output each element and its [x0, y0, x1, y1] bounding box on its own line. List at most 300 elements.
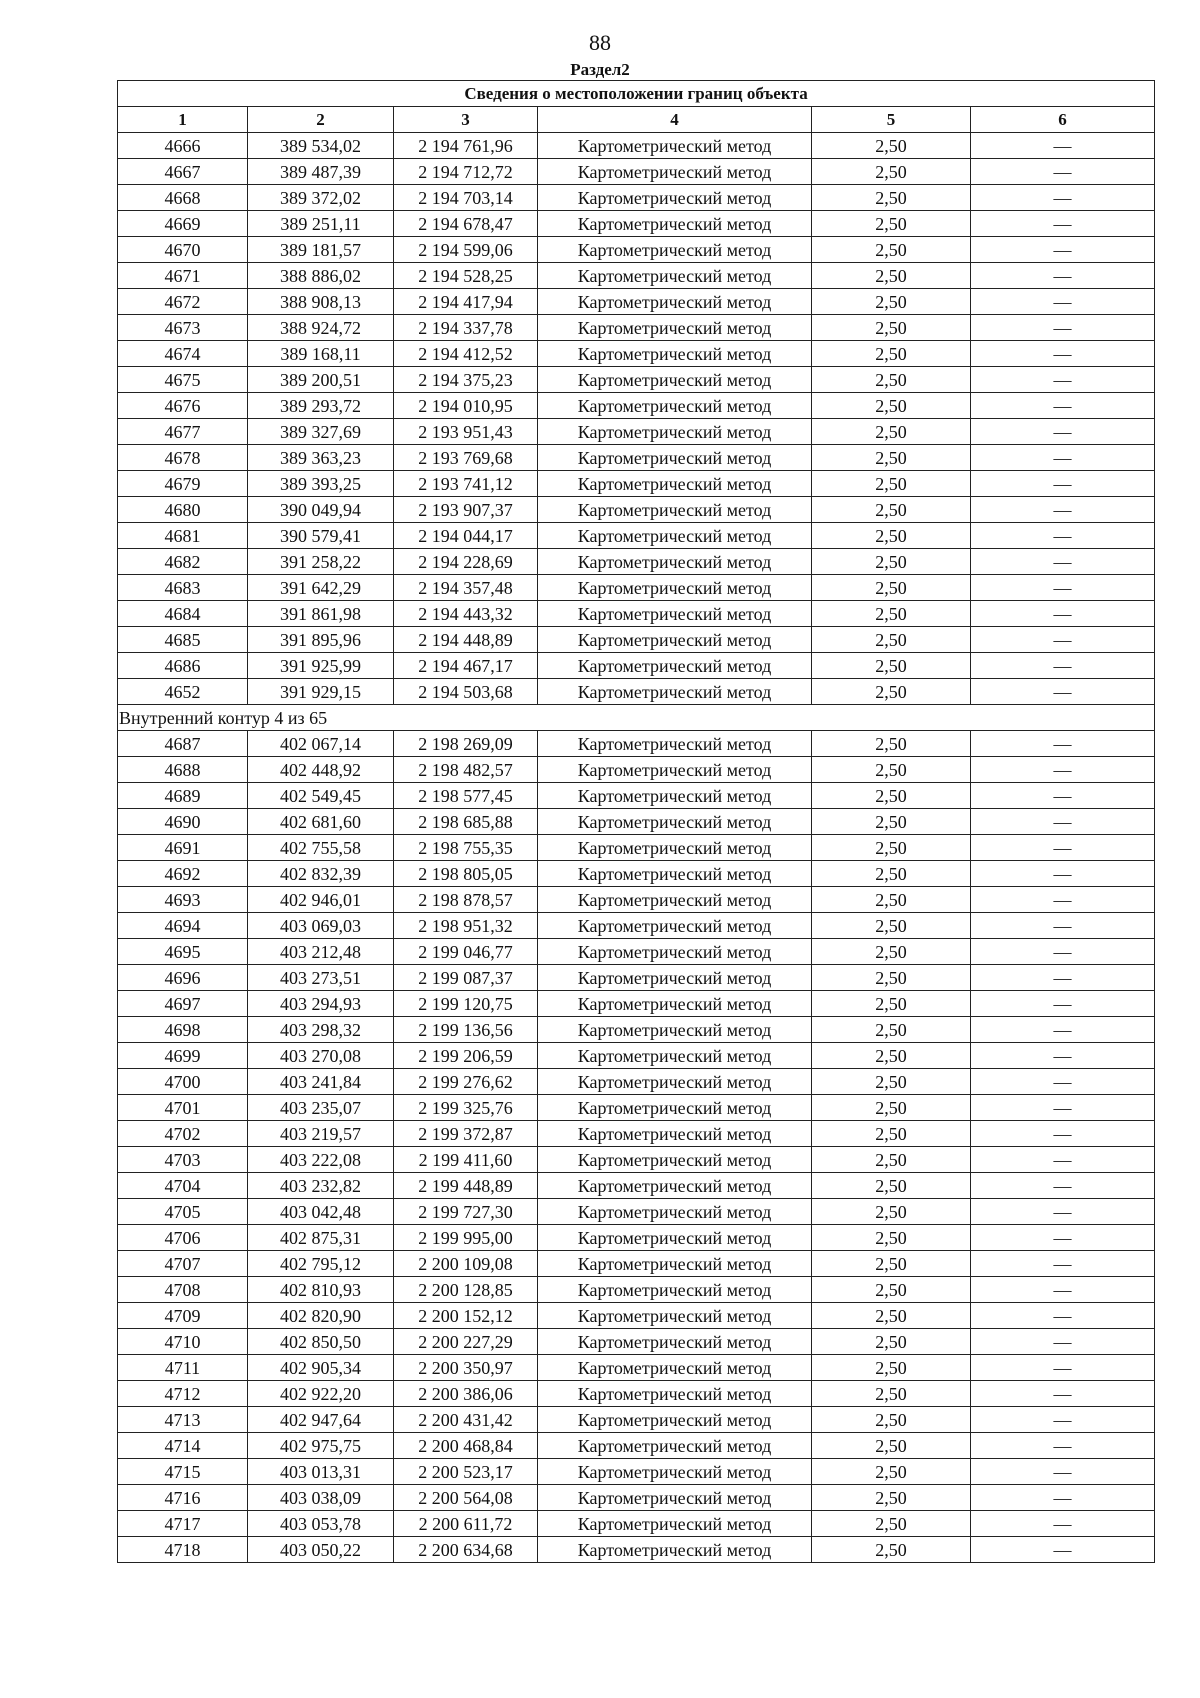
method-cell: Картометрический метод — [538, 211, 812, 237]
accuracy-cell: 2,50 — [812, 445, 971, 471]
table-row — [118, 601, 1155, 627]
description-cell: — — [971, 1017, 1155, 1043]
accuracy-cell: 2,50 — [812, 1329, 971, 1355]
accuracy-cell: 2,50 — [812, 1251, 971, 1277]
accuracy-cell: 2,50 — [812, 1017, 971, 1043]
accuracy-cell: 2,50 — [812, 1173, 971, 1199]
method-cell: Картометрический метод — [538, 1173, 812, 1199]
accuracy-cell: 2,50 — [812, 1095, 971, 1121]
method-cell: Картометрический метод — [538, 783, 812, 809]
point-number-cell: 4690 — [118, 809, 248, 835]
method-cell: Картометрический метод — [538, 913, 812, 939]
description-cell: — — [971, 1173, 1155, 1199]
accuracy-cell: 2,50 — [812, 1121, 971, 1147]
column-number: 4 — [538, 107, 812, 133]
description-cell: — — [971, 861, 1155, 887]
description-cell: — — [971, 1511, 1155, 1537]
description-cell: — — [971, 653, 1155, 679]
y-coordinate-cell: 2 199 325,76 — [394, 1095, 538, 1121]
x-coordinate-cell: 402 820,90 — [248, 1303, 394, 1329]
description-cell: — — [971, 471, 1155, 497]
x-coordinate-cell: 402 947,64 — [248, 1407, 394, 1433]
table-row — [118, 835, 1155, 861]
x-coordinate-cell: 390 579,41 — [248, 523, 394, 549]
page-number: 88 — [589, 30, 611, 55]
x-coordinate-cell: 389 293,72 — [248, 393, 394, 419]
point-number-cell: 4675 — [118, 367, 248, 393]
table-row — [118, 393, 1155, 419]
y-coordinate-cell: 2 200 350,97 — [394, 1355, 538, 1381]
x-coordinate-cell: 391 895,96 — [248, 627, 394, 653]
description-cell: — — [971, 341, 1155, 367]
point-number-cell: 4672 — [118, 289, 248, 315]
y-coordinate-cell: 2 198 482,57 — [394, 757, 538, 783]
point-number-cell: 4698 — [118, 1017, 248, 1043]
y-coordinate-cell: 2 200 634,68 — [394, 1537, 538, 1563]
accuracy-cell: 2,50 — [812, 367, 971, 393]
point-number-cell: 4702 — [118, 1121, 248, 1147]
method-cell: Картометрический метод — [538, 653, 812, 679]
accuracy-cell: 2,50 — [812, 237, 971, 263]
y-coordinate-cell: 2 194 761,96 — [394, 133, 538, 159]
point-number-cell: 4703 — [118, 1147, 248, 1173]
accuracy-cell: 2,50 — [812, 1355, 971, 1381]
description-cell: — — [971, 679, 1155, 705]
x-coordinate-cell: 402 795,12 — [248, 1251, 394, 1277]
point-number-cell: 4686 — [118, 653, 248, 679]
accuracy-cell: 2,50 — [812, 497, 971, 523]
x-coordinate-cell: 402 905,34 — [248, 1355, 394, 1381]
method-cell: Картометрический метод — [538, 965, 812, 991]
description-cell: — — [971, 159, 1155, 185]
method-cell: Картометрический метод — [538, 1511, 812, 1537]
point-number-cell: 4704 — [118, 1173, 248, 1199]
description-cell: — — [971, 1381, 1155, 1407]
y-coordinate-cell: 2 193 907,37 — [394, 497, 538, 523]
table-row — [118, 627, 1155, 653]
point-number-cell: 4699 — [118, 1043, 248, 1069]
method-cell: Картометрический метод — [538, 185, 812, 211]
description-cell: — — [971, 549, 1155, 575]
x-coordinate-cell: 389 534,02 — [248, 133, 394, 159]
y-coordinate-cell: 2 199 046,77 — [394, 939, 538, 965]
table-row — [118, 861, 1155, 887]
method-cell: Картометрический метод — [538, 1147, 812, 1173]
accuracy-cell: 2,50 — [812, 731, 971, 757]
point-number-cell: 4652 — [118, 679, 248, 705]
table-row — [118, 913, 1155, 939]
point-number-cell: 4718 — [118, 1537, 248, 1563]
point-number-cell: 4714 — [118, 1433, 248, 1459]
point-number-cell: 4693 — [118, 887, 248, 913]
point-number-cell: 4713 — [118, 1407, 248, 1433]
description-cell: — — [971, 1069, 1155, 1095]
description-cell: — — [971, 1459, 1155, 1485]
description-cell: — — [971, 835, 1155, 861]
x-coordinate-cell: 391 929,15 — [248, 679, 394, 705]
method-cell: Картометрический метод — [538, 419, 812, 445]
x-coordinate-cell: 402 922,20 — [248, 1381, 394, 1407]
description-cell: — — [971, 445, 1155, 471]
accuracy-cell: 2,50 — [812, 1459, 971, 1485]
table-row — [118, 939, 1155, 965]
method-cell: Картометрический метод — [538, 679, 812, 705]
accuracy-cell: 2,50 — [812, 1407, 971, 1433]
method-cell: Картометрический метод — [538, 1017, 812, 1043]
table-row — [118, 549, 1155, 575]
point-number-cell: 4687 — [118, 731, 248, 757]
description-cell: — — [971, 1277, 1155, 1303]
table-row — [118, 1225, 1155, 1251]
y-coordinate-cell: 2 194 337,78 — [394, 315, 538, 341]
description-cell: — — [971, 263, 1155, 289]
method-cell: Картометрический метод — [538, 809, 812, 835]
x-coordinate-cell: 403 042,48 — [248, 1199, 394, 1225]
accuracy-cell: 2,50 — [812, 1433, 971, 1459]
description-cell: — — [971, 991, 1155, 1017]
table-row — [118, 653, 1155, 679]
x-coordinate-cell: 388 908,13 — [248, 289, 394, 315]
accuracy-cell: 2,50 — [812, 887, 971, 913]
table-row — [118, 783, 1155, 809]
y-coordinate-cell: 2 194 528,25 — [394, 263, 538, 289]
table-row — [118, 1381, 1155, 1407]
x-coordinate-cell: 388 886,02 — [248, 263, 394, 289]
table-row — [118, 341, 1155, 367]
method-cell: Картометрический метод — [538, 1277, 812, 1303]
point-number-cell: 4685 — [118, 627, 248, 653]
x-coordinate-cell: 402 832,39 — [248, 861, 394, 887]
description-cell: — — [971, 1251, 1155, 1277]
table-row — [118, 367, 1155, 393]
x-coordinate-cell: 391 258,22 — [248, 549, 394, 575]
method-cell: Картометрический метод — [538, 1121, 812, 1147]
y-coordinate-cell: 2 194 712,72 — [394, 159, 538, 185]
point-number-cell: 4694 — [118, 913, 248, 939]
description-cell: — — [971, 1485, 1155, 1511]
y-coordinate-cell: 2 193 769,68 — [394, 445, 538, 471]
y-coordinate-cell: 2 199 276,62 — [394, 1069, 538, 1095]
x-coordinate-cell: 390 049,94 — [248, 497, 394, 523]
column-number: 5 — [812, 107, 971, 133]
point-number-cell: 4706 — [118, 1225, 248, 1251]
x-coordinate-cell: 402 755,58 — [248, 835, 394, 861]
x-coordinate-cell: 403 053,78 — [248, 1511, 394, 1537]
y-coordinate-cell: 2 198 269,09 — [394, 731, 538, 757]
accuracy-cell: 2,50 — [812, 1303, 971, 1329]
x-coordinate-cell: 389 181,57 — [248, 237, 394, 263]
accuracy-cell: 2,50 — [812, 393, 971, 419]
table-row — [118, 159, 1155, 185]
point-number-cell: 4692 — [118, 861, 248, 887]
point-number-cell: 4666 — [118, 133, 248, 159]
table-row — [118, 1069, 1155, 1095]
x-coordinate-cell: 389 251,11 — [248, 211, 394, 237]
table-row — [118, 1485, 1155, 1511]
table-row — [118, 575, 1155, 601]
method-cell: Картометрический метод — [538, 861, 812, 887]
description-cell: — — [971, 1407, 1155, 1433]
table-title-row — [118, 81, 1155, 107]
point-number-cell: 4676 — [118, 393, 248, 419]
method-cell: Картометрический метод — [538, 1069, 812, 1095]
x-coordinate-cell: 389 200,51 — [248, 367, 394, 393]
accuracy-cell: 2,50 — [812, 1485, 971, 1511]
description-cell: — — [971, 133, 1155, 159]
point-number-cell: 4710 — [118, 1329, 248, 1355]
description-cell: — — [971, 809, 1155, 835]
table-row — [118, 1147, 1155, 1173]
table-row — [118, 419, 1155, 445]
point-number-cell: 4715 — [118, 1459, 248, 1485]
method-cell: Картометрический метод — [538, 601, 812, 627]
accuracy-cell: 2,50 — [812, 965, 971, 991]
accuracy-cell: 2,50 — [812, 913, 971, 939]
description-cell: — — [971, 1043, 1155, 1069]
y-coordinate-cell: 2 194 044,17 — [394, 523, 538, 549]
point-number-cell: 4683 — [118, 575, 248, 601]
point-number-cell: 4667 — [118, 159, 248, 185]
method-cell: Картометрический метод — [538, 471, 812, 497]
y-coordinate-cell: 2 194 375,23 — [394, 367, 538, 393]
method-cell: Картометрический метод — [538, 133, 812, 159]
point-number-cell: 4682 — [118, 549, 248, 575]
method-cell: Картометрический метод — [538, 835, 812, 861]
y-coordinate-cell: 2 199 206,59 — [394, 1043, 538, 1069]
accuracy-cell: 2,50 — [812, 263, 971, 289]
table-row — [118, 289, 1155, 315]
method-cell: Картометрический метод — [538, 1303, 812, 1329]
accuracy-cell: 2,50 — [812, 471, 971, 497]
accuracy-cell: 2,50 — [812, 1381, 971, 1407]
description-cell: — — [971, 289, 1155, 315]
table-row — [118, 1407, 1155, 1433]
point-number-cell: 4670 — [118, 237, 248, 263]
x-coordinate-cell: 402 448,92 — [248, 757, 394, 783]
description-cell: — — [971, 211, 1155, 237]
point-number-cell: 4709 — [118, 1303, 248, 1329]
x-coordinate-cell: 402 681,60 — [248, 809, 394, 835]
point-number-cell: 4700 — [118, 1069, 248, 1095]
method-cell: Картометрический метод — [538, 445, 812, 471]
description-cell: — — [971, 913, 1155, 939]
description-cell: — — [971, 757, 1155, 783]
description-cell: — — [971, 939, 1155, 965]
accuracy-cell: 2,50 — [812, 601, 971, 627]
y-coordinate-cell: 2 194 503,68 — [394, 679, 538, 705]
y-coordinate-cell: 2 198 805,05 — [394, 861, 538, 887]
point-number-cell: 4668 — [118, 185, 248, 211]
description-cell: — — [971, 1433, 1155, 1459]
x-coordinate-cell: 391 861,98 — [248, 601, 394, 627]
table-row — [118, 809, 1155, 835]
boundary-table — [117, 80, 1155, 1563]
x-coordinate-cell: 402 549,45 — [248, 783, 394, 809]
x-coordinate-cell: 403 038,09 — [248, 1485, 394, 1511]
y-coordinate-cell: 2 200 152,12 — [394, 1303, 538, 1329]
accuracy-cell: 2,50 — [812, 1277, 971, 1303]
table-row — [118, 1355, 1155, 1381]
x-coordinate-cell: 403 235,07 — [248, 1095, 394, 1121]
description-cell: — — [971, 783, 1155, 809]
y-coordinate-cell: 2 200 523,17 — [394, 1459, 538, 1485]
y-coordinate-cell: 2 199 372,87 — [394, 1121, 538, 1147]
description-cell: — — [971, 1147, 1155, 1173]
table-row — [118, 445, 1155, 471]
table-row — [118, 1433, 1155, 1459]
accuracy-cell: 2,50 — [812, 783, 971, 809]
table-row — [118, 887, 1155, 913]
x-coordinate-cell: 402 850,50 — [248, 1329, 394, 1355]
point-number-cell: 4696 — [118, 965, 248, 991]
y-coordinate-cell: 2 194 357,48 — [394, 575, 538, 601]
point-number-cell: 4680 — [118, 497, 248, 523]
accuracy-cell: 2,50 — [812, 835, 971, 861]
table-row — [118, 965, 1155, 991]
accuracy-cell: 2,50 — [812, 679, 971, 705]
point-number-cell: 4712 — [118, 1381, 248, 1407]
y-coordinate-cell: 2 194 448,89 — [394, 627, 538, 653]
table-row — [118, 679, 1155, 705]
x-coordinate-cell: 403 232,82 — [248, 1173, 394, 1199]
table-row — [118, 523, 1155, 549]
description-cell: — — [971, 315, 1155, 341]
x-coordinate-cell: 391 925,99 — [248, 653, 394, 679]
accuracy-cell: 2,50 — [812, 653, 971, 679]
point-number-cell: 4717 — [118, 1511, 248, 1537]
table-row — [118, 1121, 1155, 1147]
method-cell: Картометрический метод — [538, 497, 812, 523]
point-number-cell: 4708 — [118, 1277, 248, 1303]
method-cell: Картометрический метод — [538, 731, 812, 757]
description-cell: — — [971, 185, 1155, 211]
y-coordinate-cell: 2 194 417,94 — [394, 289, 538, 315]
description-cell: — — [971, 575, 1155, 601]
table-row — [118, 1459, 1155, 1485]
point-number-cell: 4695 — [118, 939, 248, 965]
y-coordinate-cell: 2 194 703,14 — [394, 185, 538, 211]
table-row — [118, 1043, 1155, 1069]
x-coordinate-cell: 403 212,48 — [248, 939, 394, 965]
y-coordinate-cell: 2 199 087,37 — [394, 965, 538, 991]
table-row — [118, 185, 1155, 211]
point-number-cell: 4671 — [118, 263, 248, 289]
accuracy-cell: 2,50 — [812, 159, 971, 185]
method-cell: Картометрический метод — [538, 523, 812, 549]
point-number-cell: 4669 — [118, 211, 248, 237]
method-cell: Картометрический метод — [538, 757, 812, 783]
y-coordinate-cell: 2 200 386,06 — [394, 1381, 538, 1407]
y-coordinate-cell: 2 194 678,47 — [394, 211, 538, 237]
x-coordinate-cell: 389 327,69 — [248, 419, 394, 445]
table-row — [118, 1199, 1155, 1225]
point-number-cell: 4711 — [118, 1355, 248, 1381]
point-number-cell: 4716 — [118, 1485, 248, 1511]
description-cell: — — [971, 419, 1155, 445]
x-coordinate-cell: 402 810,93 — [248, 1277, 394, 1303]
method-cell: Картометрический метод — [538, 1537, 812, 1563]
accuracy-cell: 2,50 — [812, 211, 971, 237]
method-cell: Картометрический метод — [538, 887, 812, 913]
accuracy-cell: 2,50 — [812, 939, 971, 965]
y-coordinate-cell: 2 200 611,72 — [394, 1511, 538, 1537]
x-coordinate-cell: 403 219,57 — [248, 1121, 394, 1147]
table-row — [118, 471, 1155, 497]
accuracy-cell: 2,50 — [812, 1069, 971, 1095]
description-cell: — — [971, 367, 1155, 393]
y-coordinate-cell: 2 200 468,84 — [394, 1433, 538, 1459]
method-cell: Картометрический метод — [538, 1043, 812, 1069]
x-coordinate-cell: 402 875,31 — [248, 1225, 394, 1251]
accuracy-cell: 2,50 — [812, 627, 971, 653]
method-cell: Картометрический метод — [538, 1095, 812, 1121]
description-cell: — — [971, 1303, 1155, 1329]
accuracy-cell: 2,50 — [812, 289, 971, 315]
x-coordinate-cell: 402 975,75 — [248, 1433, 394, 1459]
method-cell: Картометрический метод — [538, 1381, 812, 1407]
description-cell: — — [971, 1537, 1155, 1563]
description-cell: — — [971, 887, 1155, 913]
table-row — [118, 263, 1155, 289]
description-cell: — — [971, 1225, 1155, 1251]
description-cell: — — [971, 627, 1155, 653]
column-number: 1 — [118, 107, 248, 133]
method-cell: Картометрический метод — [538, 1433, 812, 1459]
y-coordinate-cell: 2 199 136,56 — [394, 1017, 538, 1043]
method-cell: Картометрический метод — [538, 1329, 812, 1355]
y-coordinate-cell: 2 194 443,32 — [394, 601, 538, 627]
accuracy-cell: 2,50 — [812, 549, 971, 575]
y-coordinate-cell: 2 199 727,30 — [394, 1199, 538, 1225]
description-cell: — — [971, 1121, 1155, 1147]
description-cell: — — [971, 237, 1155, 263]
method-cell: Картометрический метод — [538, 1355, 812, 1381]
description-cell: — — [971, 523, 1155, 549]
point-number-cell: 4689 — [118, 783, 248, 809]
method-cell: Картометрический метод — [538, 991, 812, 1017]
method-cell: Картометрический метод — [538, 1459, 812, 1485]
x-coordinate-cell: 391 642,29 — [248, 575, 394, 601]
table-row — [118, 1303, 1155, 1329]
y-coordinate-cell: 2 198 755,35 — [394, 835, 538, 861]
description-cell: — — [971, 965, 1155, 991]
accuracy-cell: 2,50 — [812, 809, 971, 835]
table-row — [118, 237, 1155, 263]
accuracy-cell: 2,50 — [812, 1511, 971, 1537]
description-cell: — — [971, 601, 1155, 627]
accuracy-cell: 2,50 — [812, 1537, 971, 1563]
table-row — [118, 1511, 1155, 1537]
description-cell: — — [971, 731, 1155, 757]
y-coordinate-cell: 2 193 741,12 — [394, 471, 538, 497]
x-coordinate-cell: 403 050,22 — [248, 1537, 394, 1563]
y-coordinate-cell: 2 198 577,45 — [394, 783, 538, 809]
method-cell: Картометрический метод — [538, 341, 812, 367]
method-cell: Картометрический метод — [538, 263, 812, 289]
method-cell: Картометрический метод — [538, 1225, 812, 1251]
x-coordinate-cell: 402 067,14 — [248, 731, 394, 757]
method-cell: Картометрический метод — [538, 393, 812, 419]
x-coordinate-cell: 389 363,23 — [248, 445, 394, 471]
description-cell: — — [971, 393, 1155, 419]
x-coordinate-cell: 402 946,01 — [248, 887, 394, 913]
table-row — [118, 991, 1155, 1017]
table-row — [118, 1251, 1155, 1277]
accuracy-cell: 2,50 — [812, 757, 971, 783]
point-number-cell: 4684 — [118, 601, 248, 627]
point-number-cell: 4673 — [118, 315, 248, 341]
point-number-cell: 4677 — [118, 419, 248, 445]
